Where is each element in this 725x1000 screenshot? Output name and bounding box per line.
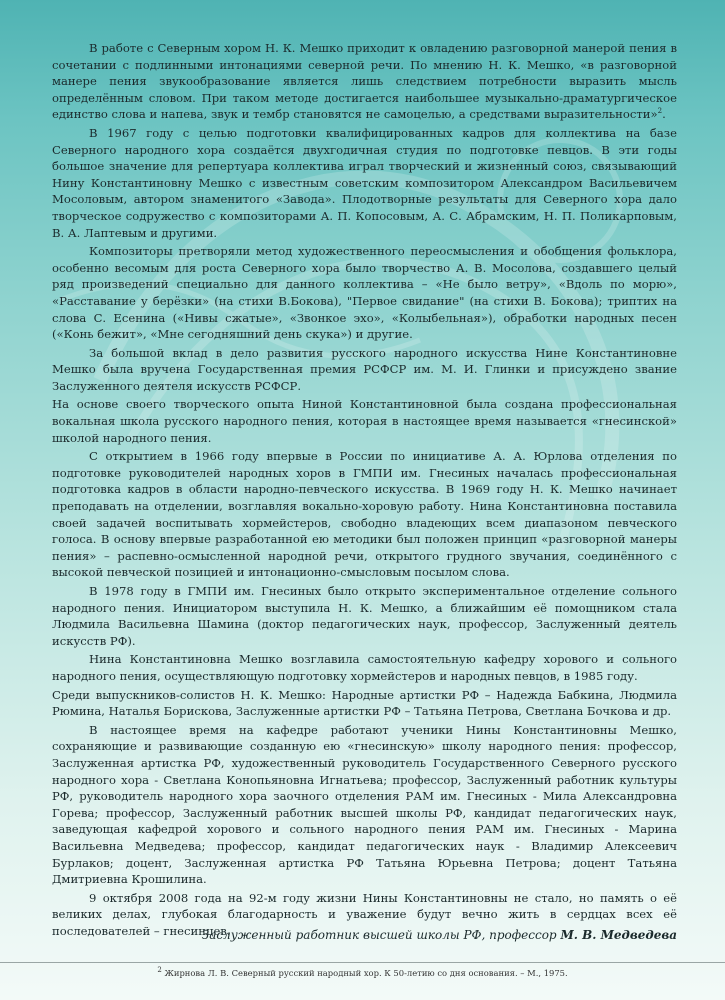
footnote bbox=[0, 968, 725, 978]
paragraph-1-text: В работе с Северным хором Н. К. Мешко приходит к овладению разговорной манерой пения в сочетании с подлинными интонациями северной речи. По мнению Н. К. Мешко, «в разговорной манере пения звукообразование является лишь следствием потребности выразить мысль определённым словом. При таком методе достигается наибольшее музыкально-драматургическое единство слова и напева, звук и тембр становятся не самоцелью, а средствами выразительности» bbox=[52, 41, 677, 122]
paragraph-8: Нина Константиновна Мешко возглавила самостоятельную кафедру хорового и сольного народного пения, осуществляющую подготовку хормейстеров и народных певцов, в 1985 году. bbox=[52, 652, 677, 683]
paragraph-3: Композиторы претворяли метод художественного переосмысления и обобщения фольклора, особенно весомым для роста Северного хора было творчество А. В. Мосолова, создавшего целый ряд произведений специально для данного коллектива – «Не было ветру», «Вдоль по морю», «Расставание у берёзки» (на стихи В.Бокова), "Первое свидание" (на стихи В. Бокова); триптих на слова С. Есенина («Нивы сжатые», «Звонкое эхо», «Колыбельная»), обработки народных песен («Конь бежит», «Мне сегодняшний день скука») и другие. bbox=[52, 244, 677, 342]
paragraph-10: В настоящее время на кафедре работают ученики Нины Константиновны Мешко, сохраняющие и развивающие созданную ею «гнесинскую» школу народного пения: профессор, Заслуженная артистка РФ, художественный руководитель Государственного Северного русского народного хора - Светлана Конопьяновна Игнатьева; профессор, Заслуженный работник культуры РФ, руководитель народного хора заочного отделения РАМ им. Гнесиных - Мила Александровна Горева; профессор, Заслуженный работник высшей школы РФ, кандидат педагогических наук, заведующая кафедрой хорового и сольного народного пения РАМ им. Гнесиных - Марина Васильевна Медведева; профессор, кандидат педагогических наук - Владимир Алексеевич Бурлаков; доцент, Заслуженная артистка РФ Татьяна Юрьевна Петрова; доцент Татьяна Дмитриевна Крошилина. bbox=[52, 722, 677, 887]
author-name: М. В. Медведева bbox=[560, 928, 677, 942]
author-signature bbox=[202, 928, 677, 942]
paragraph-1-tail: . bbox=[662, 107, 666, 122]
article-body bbox=[52, 40, 677, 941]
footnote-divider bbox=[0, 962, 725, 963]
paragraph-9: Среди выпускников-солистов Н. К. Мешко: Народные артистки РФ – Надежда Бабкина, Людмила Рюмина, Наталья Борискова, Заслуженные артистки РФ – Татьяна Петрова, Светлана Бочкова и др. bbox=[52, 687, 677, 719]
paragraph-7: В 1978 году в ГМПИ им. Гнесиных было открыто экспериментальное отделение сольного народного пения. Инициатором выступила Н. К. Мешко, а ближайшим её помощником стала Людмила Васильевна Шамина (доктор педагогических наук, профессор, Заслуженный деятель искусств РФ). bbox=[52, 584, 677, 648]
paragraph-6: С открытием в 1966 году впервые в России по инициативе А. А. Юрлова отделения по подготовке руководителей народных хоров в ГМПИ им. Гнесиных началась профессиональная подготовка кадров в области народно-певческого искусства. В 1969 году Н. К. Мешко начинает преподавать на отделении, возглавляя вокально-хоровую работу. Нина Константиновна поставила своей задачей воспитывать хормейстеров, свободно владеющих всем диапазоном певческого голоса. В основу впервые разработанной ею методики был положен принцип «разговорной манеры пения» – распевно-осмысленной народной речи, открытого грудного звучания, соединённого с высокой певческой позицией и интонационно-смысловым посылом слова. bbox=[52, 449, 677, 580]
author-title: Заслуженный работник высшей школы РФ, профессор bbox=[201, 928, 557, 942]
footnote-reference: 2 bbox=[657, 107, 663, 116]
paragraph-4: За большой вклад в дело развития русского народного искусства Нине Константиновне Мешко была вручена Государственная премия РСФСР им. М. И. Глинки и присуждено звание Заслуженного деятеля искусств РСФСР. bbox=[52, 345, 677, 393]
paragraph-5: На основе своего творческого опыта Ниной Константиновной была создана профессиональная вокальная школа русского народного пения, которая в настоящее время называется «гнесинской» школой народного пения. bbox=[52, 397, 677, 445]
footnote-marker: 2 bbox=[157, 966, 162, 975]
paragraph-11: 9 октября 2008 года на 92-м году жизни Нины Константиновны не стало, но память о её великих делах, глубокая благодарность и уважение будут вечно жить в сердцах всех её последователей – гнесинцев. bbox=[52, 890, 677, 938]
paragraph-2: В 1967 году с целью подготовки квалифицированных кадров для коллектива на базе Северного народного хора создаётся двухгодичная студия по подготовке певцов. В эти годы большое значение для репертуара коллектива играл творческий и жизненный союз, связывающий Нину Константиновну Мешко с известным советским композитором Александром Васильевичем Мосоловым, автором знаменитого «Завода». Плодотворные результаты для Северного хора дало творческое содружество с композиторами А. П. Копосовым, А. С. Абрамским, Н. П. Поликарповым, В. А. Лаптевым и другими. bbox=[52, 125, 677, 240]
paragraph-1 bbox=[52, 40, 677, 123]
footnote-text: Жирнова Л. В. Северный русский народный хор. К 50-летию со дня основания. – М., 1975. bbox=[164, 968, 568, 978]
